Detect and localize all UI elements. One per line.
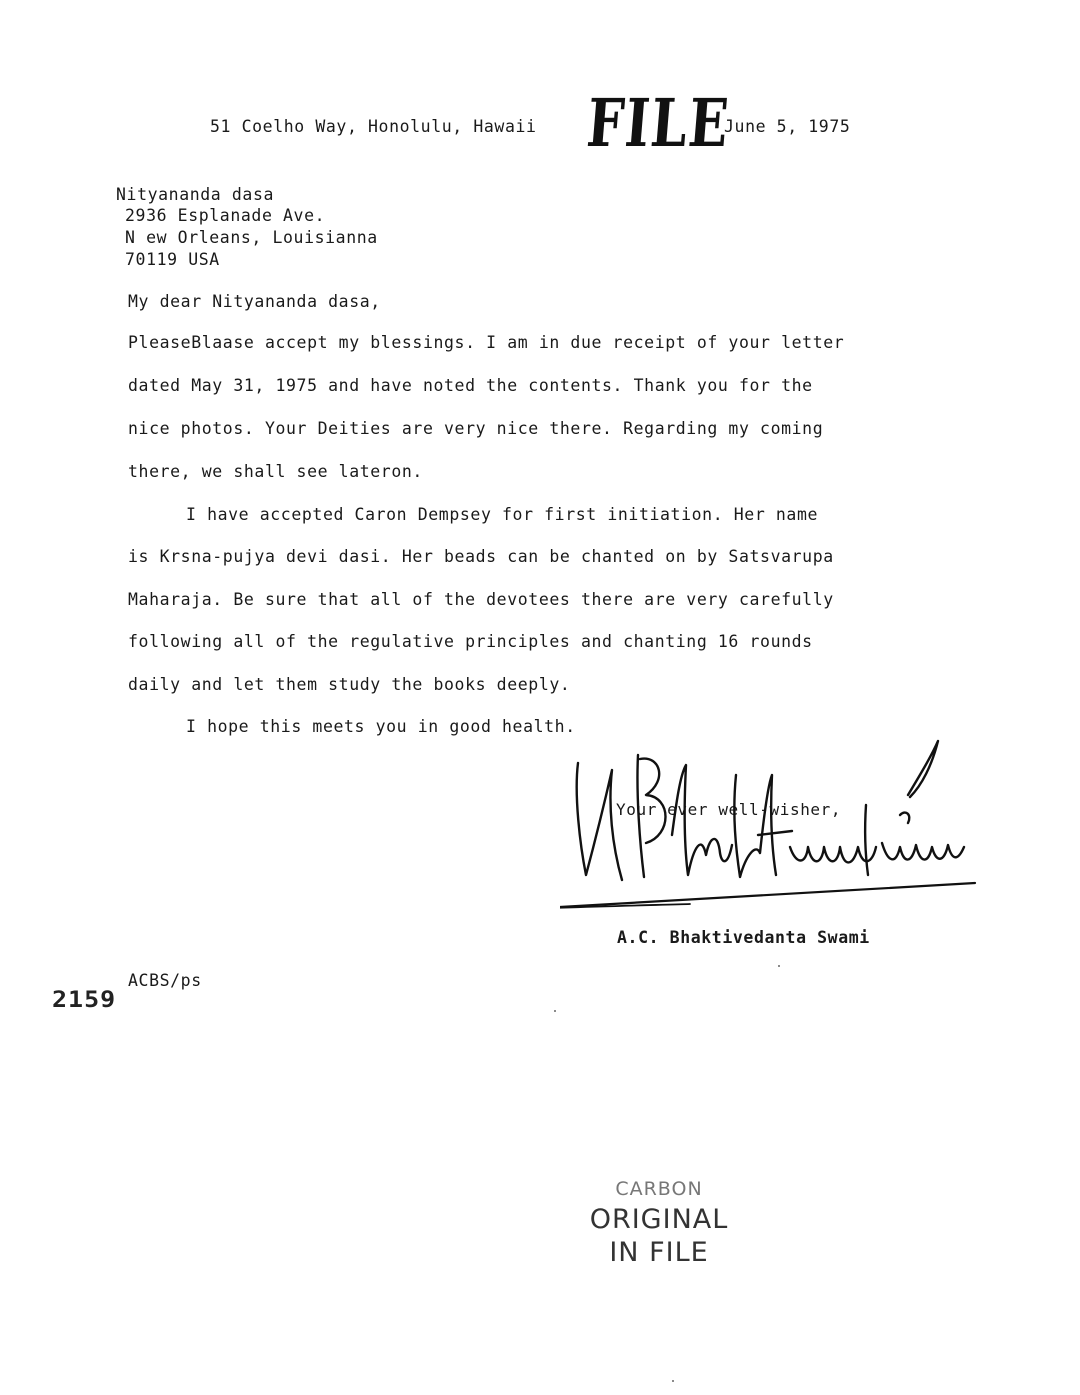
body-line: there, we shall see lateron. — [128, 462, 423, 481]
handwritten-signature — [560, 735, 980, 920]
sender-address: 51 Coelho Way, Honolulu, Hawaii — [210, 117, 537, 136]
body-line: following all of the regulative principles and chanting 16 rounds — [128, 632, 813, 651]
recipient-name: Nityananda dasa — [116, 185, 275, 204]
recipient-zip: 70119 USA — [125, 250, 220, 269]
carbon-stamp-line-2: ORIGINAL — [589, 1204, 729, 1235]
body-line: I hope this meets you in good health. — [186, 717, 576, 736]
body-line: dated May 31, 1975 and have noted the contents. Thank you for the — [128, 376, 813, 395]
body-line: nice photos. Your Deities are very nice there. Regarding my coming — [128, 419, 824, 438]
recipient-city: N ew Orleans, Louisianna — [125, 228, 378, 247]
carbon-stamp-line-1: CARBON — [615, 1178, 703, 1200]
carbon-stamp-line-3: IN FILE — [609, 1237, 709, 1268]
body-line: PleaseBlaase accept my blessings. I am in due receipt of your letter — [128, 333, 845, 352]
signatory-name: A.C. Bhaktivedanta Swami — [617, 928, 870, 947]
salutation: My dear Nityananda dasa, — [128, 292, 381, 311]
scan-speck — [778, 965, 780, 967]
recipient-street: 2936 Esplanade Ave. — [125, 206, 326, 225]
letter-date: June 5, 1975 — [724, 117, 851, 136]
stamp-number: 2159 — [52, 986, 117, 1013]
closing: Your ever well-wisher, — [616, 800, 842, 819]
body-line: Maharaja. Be sure that all of the devotees there are very carefully — [128, 590, 834, 609]
body-line: daily and let them study the books deeply. — [128, 675, 571, 694]
scan-speck — [672, 1380, 674, 1382]
typist-initials: ACBS/ps — [128, 971, 202, 990]
body-line: I have accepted Caron Dempsey for first initiation. Her name — [186, 505, 819, 524]
file-stamp-text: FILE — [584, 84, 733, 162]
body-line: is Krsna-pujya devi dasi. Her beads can be chanted on by Satsvarupa — [128, 547, 834, 566]
file-stamp — [584, 82, 733, 164]
scan-speck — [554, 1010, 556, 1012]
